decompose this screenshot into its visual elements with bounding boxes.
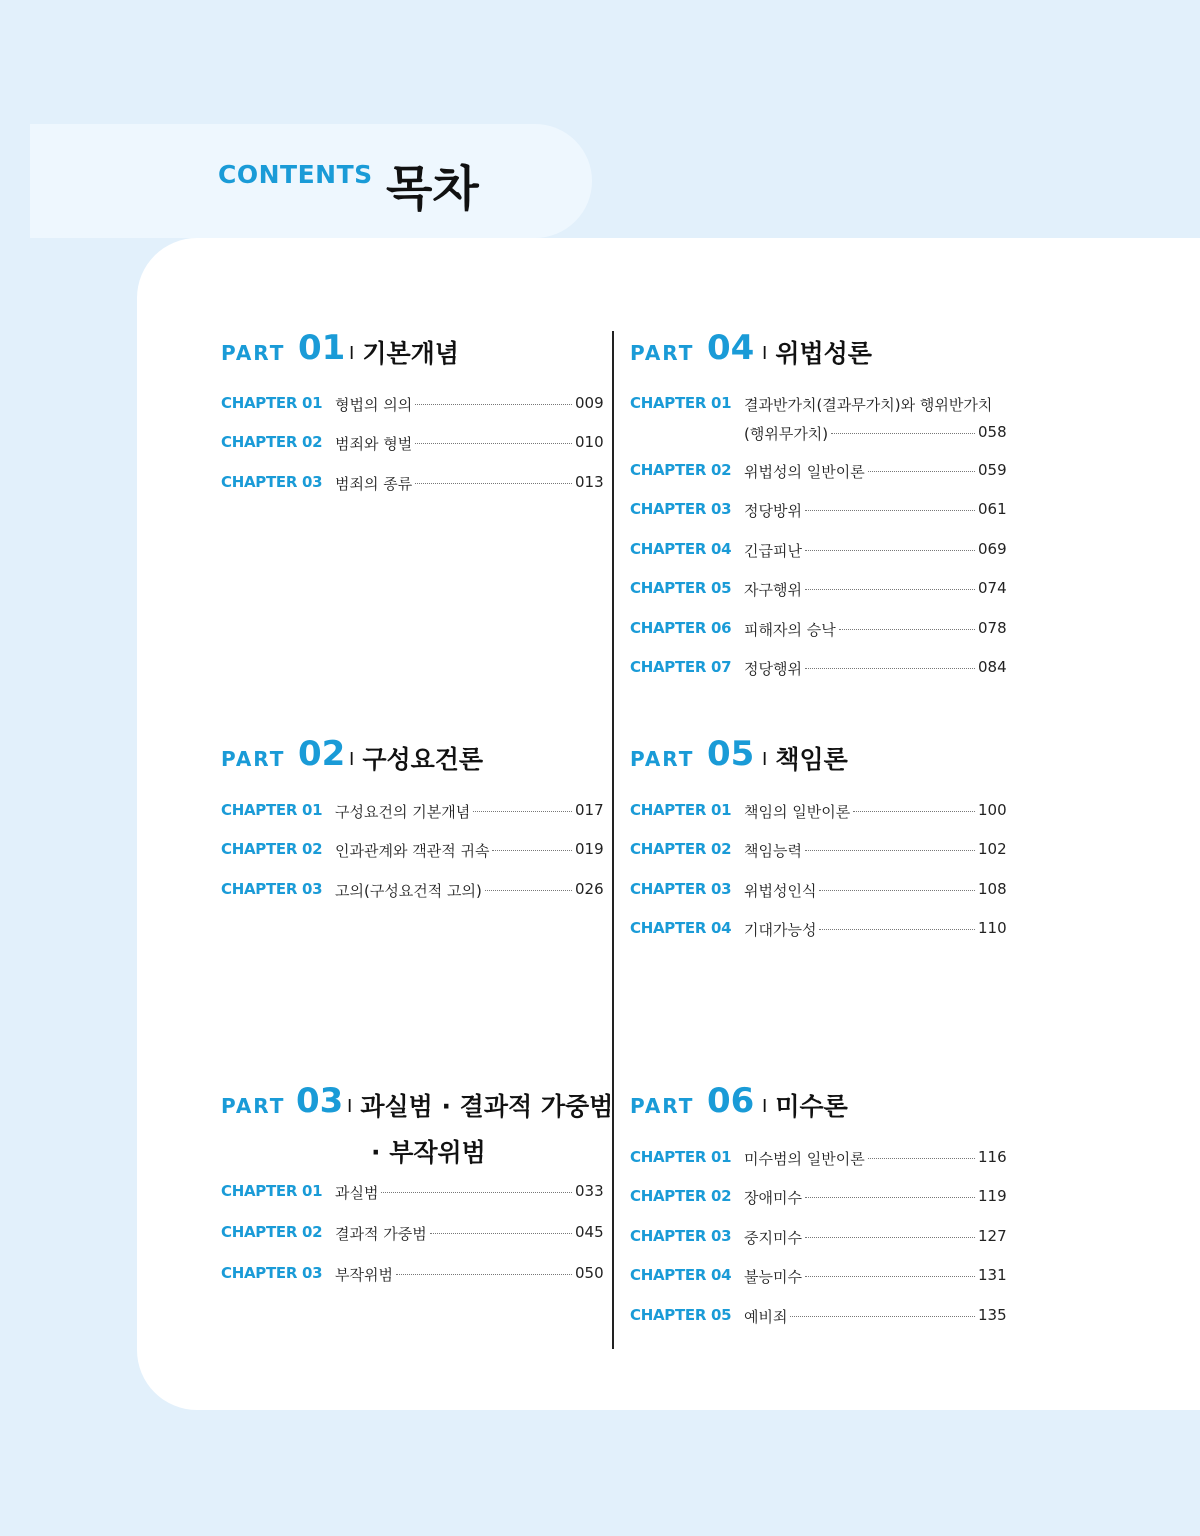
part-title: I 책임론	[762, 745, 848, 774]
chapter-page: 061	[978, 500, 1007, 519]
chapter-entry[interactable]	[630, 619, 1006, 658]
chapter-page: 019	[575, 840, 604, 859]
part-title: I 기본개념	[349, 339, 459, 368]
chapter-title: 미수범의 일반이론	[744, 1150, 865, 1168]
chapter-label: CHAPTER 03	[221, 879, 323, 898]
chapter-entry[interactable]	[221, 394, 603, 433]
chapter-label: CHAPTER 03	[630, 500, 732, 519]
part-word: PART	[221, 747, 286, 771]
leader-dots	[485, 880, 572, 891]
chapter-entry[interactable]	[221, 433, 603, 472]
chapter-label: CHAPTER 05	[630, 579, 732, 598]
chapter-label: CHAPTER 06	[630, 618, 732, 637]
leader-dots	[473, 801, 572, 812]
leader-dots	[853, 801, 975, 812]
chapter-title: 범죄의 종류	[335, 474, 413, 493]
chapter-page: 102	[978, 840, 1007, 859]
chapter-page: 069	[978, 539, 1007, 558]
chapter-entry[interactable]	[630, 500, 1006, 539]
page-title: 목차	[386, 161, 479, 217]
chapter-title: 정당방위	[744, 502, 802, 521]
leader-dots	[805, 540, 975, 551]
chapter-label: CHAPTER 01	[221, 801, 323, 819]
chapter-title: 예비죄	[744, 1307, 788, 1326]
chapter-label: CHAPTER 01	[221, 1182, 323, 1200]
chapter-entry[interactable]	[221, 473, 603, 512]
chapter-title: 부작위범	[335, 1266, 393, 1284]
chapter-page: 119	[978, 1187, 1007, 1206]
chapter-label: CHAPTER 03	[221, 472, 323, 491]
part-04	[630, 328, 1007, 678]
chapter-title: 자구행위	[744, 581, 802, 600]
chapter-page: 100	[978, 801, 1007, 819]
chapter-page: 116	[978, 1148, 1007, 1166]
chapter-title-continued: (행위무가치)	[744, 425, 829, 443]
leader-dots	[415, 394, 572, 405]
part-heading	[630, 328, 1006, 378]
chapter-title: 불능미수	[744, 1268, 802, 1287]
chapter-entry[interactable]	[630, 1306, 1006, 1345]
chapter-title: 구성요건의 기본개념	[335, 803, 471, 821]
chapter-page: 050	[575, 1264, 604, 1282]
chapter-title: 고의(구성요건적 고의)	[335, 881, 482, 900]
chapter-page: 131	[978, 1266, 1007, 1285]
chapter-page: 009	[575, 394, 604, 412]
part-word: PART	[630, 747, 695, 771]
leader-dots	[430, 1223, 572, 1234]
leader-dots	[790, 1306, 975, 1317]
chapter-entry[interactable]	[630, 658, 1006, 697]
chapter-entry[interactable]	[630, 840, 1006, 879]
chapter-entry[interactable]	[630, 919, 1006, 958]
chapter-entry[interactable]	[221, 801, 603, 840]
chapter-title: 책임의 일반이론	[744, 803, 851, 821]
chapter-page: 010	[575, 433, 604, 452]
chapter-label: CHAPTER 03	[221, 1264, 323, 1282]
chapter-entry[interactable]	[221, 1223, 603, 1264]
part-03	[221, 1081, 614, 1284]
chapter-page: 074	[978, 579, 1007, 598]
leader-dots	[805, 500, 975, 511]
chapter-title: 위법성의 일반이론	[744, 463, 865, 481]
leader-dots	[839, 619, 975, 630]
chapter-entry[interactable]	[630, 540, 1006, 579]
part-title: I 위법성론	[762, 339, 872, 368]
leader-dots	[819, 919, 975, 930]
chapter-entry[interactable]	[630, 1266, 1006, 1305]
part-heading	[221, 1081, 614, 1167]
chapter-entry[interactable]	[630, 1187, 1006, 1226]
chapter-label: CHAPTER 02	[630, 461, 732, 479]
chapter-label: CHAPTER 04	[630, 919, 732, 938]
chapter-title: 결과적 가중범	[335, 1225, 427, 1243]
chapter-label: CHAPTER 07	[630, 657, 732, 676]
chapter-page: 135	[978, 1305, 1007, 1324]
chapter-title: 인과관계와 객관적 귀속	[335, 842, 490, 861]
chapter-title: 중지미수	[744, 1228, 802, 1247]
chapter-page: 084	[978, 657, 1007, 676]
part-05	[630, 734, 1007, 940]
chapter-title: 형법의 의의	[335, 396, 413, 414]
chapter-page: 013	[575, 472, 604, 491]
part-number: 05	[707, 734, 755, 774]
chapter-label: CHAPTER 02	[221, 433, 323, 452]
chapter-title: 피해자의 승낙	[744, 620, 836, 639]
chapter-title: 책임능력	[744, 842, 802, 861]
chapter-label: CHAPTER 04	[630, 1266, 732, 1285]
chapter-label: CHAPTER 03	[630, 879, 732, 898]
chapter-label: CHAPTER 03	[630, 1226, 732, 1245]
part-word: PART	[221, 1094, 286, 1118]
chapter-entry[interactable]	[630, 880, 1006, 919]
chapter-entry[interactable]	[221, 1264, 603, 1303]
part-number: 01	[298, 328, 346, 368]
chapter-title: 정당행위	[744, 659, 802, 678]
chapter-page: 110	[978, 919, 1007, 938]
chapter-label: CHAPTER 02	[630, 840, 732, 859]
leader-dots	[831, 423, 975, 434]
part-word: PART	[221, 341, 286, 365]
chapter-label: CHAPTER 01	[221, 394, 323, 412]
chapter-title: 결과반가치(결과무가치)와 행위반가치	[744, 396, 993, 414]
part-title: I 구성요건론	[349, 745, 484, 774]
part-heading	[221, 734, 603, 784]
chapter-entry[interactable]	[630, 1227, 1006, 1266]
chapter-title: 범죄와 형벌	[335, 435, 413, 454]
leader-dots	[415, 433, 572, 444]
chapter-page: 078	[978, 618, 1007, 637]
leader-dots	[805, 1187, 975, 1198]
chapter-page: 017	[575, 801, 604, 819]
chapter-label: CHAPTER 01	[630, 1148, 732, 1166]
leader-dots	[805, 1227, 975, 1238]
part-number: 03	[296, 1081, 344, 1121]
column-divider	[612, 331, 614, 1349]
chapter-entry[interactable]	[221, 1182, 603, 1223]
chapter-page: 026	[575, 879, 604, 898]
leader-dots	[805, 658, 975, 669]
leader-dots	[415, 473, 572, 484]
chapter-label: CHAPTER 01	[630, 801, 732, 819]
chapter-page: 033	[575, 1182, 604, 1200]
chapter-label: CHAPTER 01	[630, 394, 732, 412]
chapter-label: CHAPTER 05	[630, 1305, 732, 1324]
leader-dots	[868, 1148, 975, 1159]
part-02	[221, 734, 604, 900]
leader-dots	[492, 840, 572, 851]
chapter-label: CHAPTER 02	[221, 1223, 323, 1241]
chapter-page: 045	[575, 1223, 604, 1241]
leader-dots	[805, 840, 975, 851]
part-title: I 미수론	[762, 1092, 848, 1121]
chapter-title: 기대가능성	[744, 921, 817, 940]
chapter-page: 108	[978, 879, 1007, 898]
part-06	[630, 1081, 1007, 1326]
chapter-entry[interactable]	[630, 579, 1006, 618]
chapter-entry[interactable]	[221, 840, 603, 879]
part-number: 02	[298, 734, 346, 774]
leader-dots	[805, 579, 975, 590]
chapter-page: 058	[978, 423, 1007, 441]
part-title-continued: · 부작위범	[371, 1138, 486, 1167]
part-heading	[630, 1081, 1006, 1131]
chapter-page: 127	[978, 1226, 1007, 1245]
chapter-page: 059	[978, 461, 1007, 479]
leader-dots	[868, 461, 975, 472]
chapter-entry[interactable]	[221, 880, 603, 919]
chapter-title: 위법성인식	[744, 881, 817, 900]
part-number: 04	[707, 328, 755, 368]
chapter-entry[interactable]	[630, 461, 1006, 500]
chapter-label: CHAPTER 02	[221, 840, 323, 859]
chapter-label: CHAPTER 04	[630, 539, 732, 558]
leader-dots	[381, 1182, 572, 1193]
chapter-label: CHAPTER 02	[630, 1187, 732, 1206]
chapter-entry[interactable]	[630, 1148, 1006, 1187]
part-word: PART	[630, 341, 695, 365]
leader-dots	[396, 1264, 572, 1275]
contents-label: CONTENTS	[218, 160, 373, 189]
part-title: I 과실범 · 결과적 가중범	[347, 1092, 614, 1121]
part-heading	[221, 328, 603, 378]
chapter-title: 긴급피난	[744, 541, 802, 560]
chapter-title: 과실범	[335, 1184, 379, 1202]
leader-dots	[819, 880, 975, 891]
part-word: PART	[630, 1094, 695, 1118]
part-01	[221, 328, 604, 493]
leader-dots	[805, 1266, 975, 1277]
chapter-entry[interactable]	[630, 801, 1006, 840]
chapter-entry[interactable]	[630, 394, 1006, 461]
part-heading	[630, 734, 1006, 784]
chapter-title: 장애미수	[744, 1189, 802, 1208]
part-number: 06	[707, 1081, 755, 1121]
